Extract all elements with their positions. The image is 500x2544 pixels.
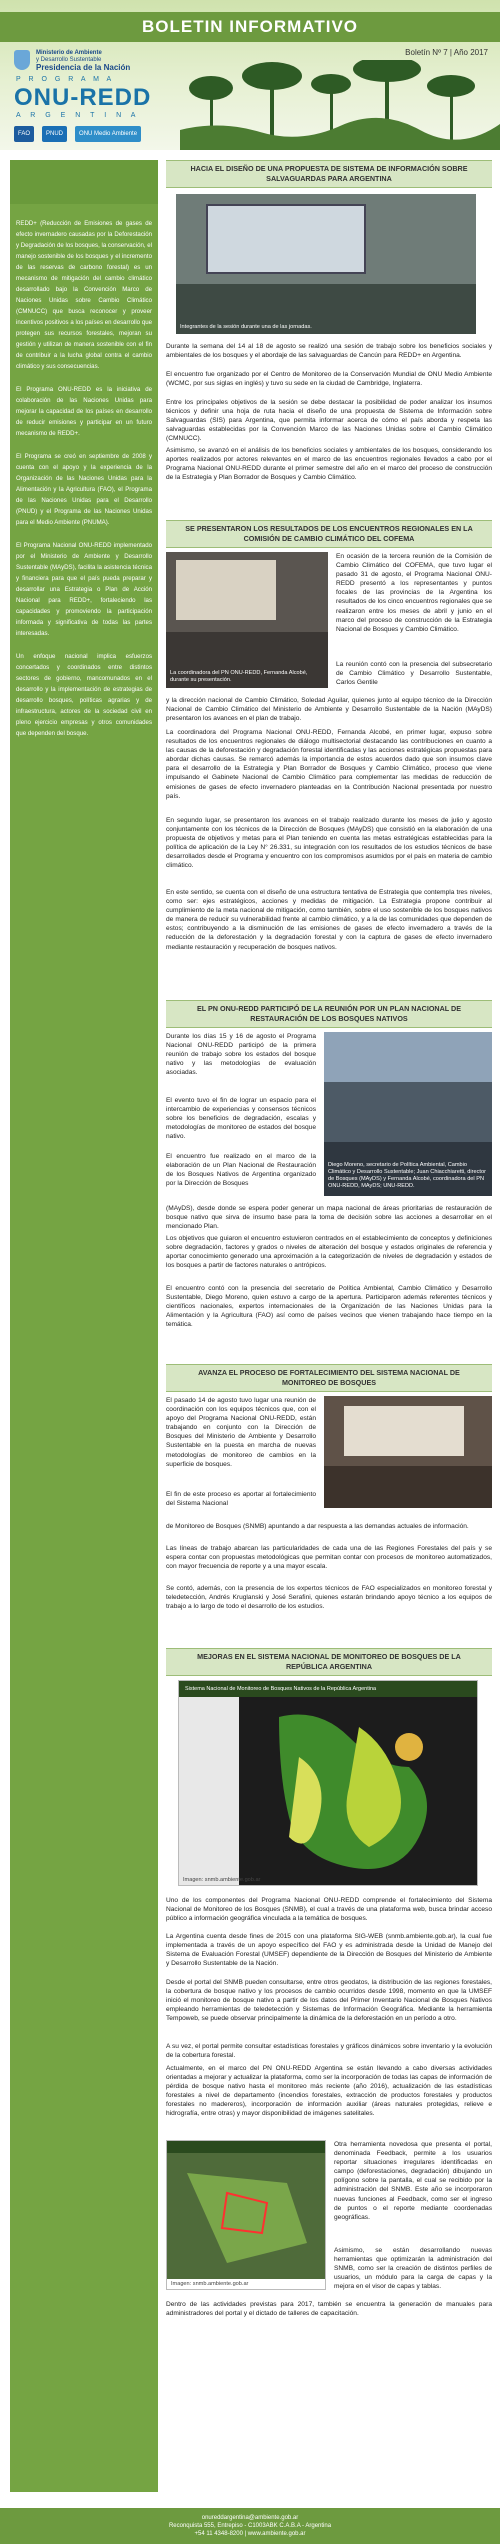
section-title: EL PN ONU-REDD PARTICIPÓ DE LA REUNIÓN POR UN PLAN NACIONAL DE RESTAURACIÓN DE LOS BOSQUES NATIVOS <box>166 1000 492 1028</box>
section-paragraph: La coordinadora del Programa Nacional ONU-REDD, Fernanda Alcobé, en primer lugar, expuso sobre resultados de los encuentros regionales de diálogo multisectorial destacando las contribuciones en cuanto a las causas de la deforestación y degradación forestal identificadas y las acciones estratégicas propuestas para abordar dichas causas. Se remarcó además la importancia de estos acuerdos dado que son insumos clave para el desarrollo de la Estrategia y Plan Borrador de Bosques y Cambio Climático, proceso que viene impulsando el Gabinete Nacional de Cambio Climático para complementar las medidas de reducción de emisiones de gases de efecto invernadero planteadas en la Contribución Nacional presentada por nuestro país. <box>166 729 492 800</box>
sidebar-paragraph: El Programa Nacional ONU-REDD implementado por el Ministerio de Ambiente y Desarrollo Sustentable (MAyDS), facilita la asistencia técnica y financiera para que el país pueda preparar y desarrollar una Estrategia o Plan de Acción Nacional para REDD+, fortaleciendo las capacidades y promoviendo la participación informada y significativa de todas las partes interesadas. <box>16 542 152 637</box>
projection-screen <box>344 1406 464 1456</box>
sidebar-paragraph: Un enfoque nacional implica esfuerzos concertados y coordinados entre distintos sectores de gobierno, mancomunados en el desarrollo y la implementación de estrategias de desarrollo bosques, políticas agrarias y de infraestructura, actores de la sociedad civil en pleno ejercicio empresas y otros comunidades que dependen del bosque. <box>16 653 152 737</box>
shield-icon <box>14 50 30 70</box>
section-paragraph: Actualmente, en el marco del PN ONU-REDD Argentina se están llevando a cabo diversas actividades orientadas a mejorar y actualizar la plataforma, como ser la incorporación de todas las capas de información de pérdida de bosque nativo hasta el monitoreo más reciente (año 2016), actualización de las estadísticas forestales a nivel de departamento (incendios forestales, extracción de productos forestales y productos forestales no madereros), incorporación de información auxiliar (áreas naturales protegidas, relieve e hidrografía, entre otras) y mayor disponibilidad de imágenes satelitales. <box>166 2065 492 2118</box>
section-paragraph: Las líneas de trabajo abarcan las particularidades de cada una de las Regiones Forestales del país y se espera contar con propuestas metodológicas que permitan contar con procesos de monitoreo automatizados, con mayor frecuencia de reporte y a una mayor escala. <box>166 1545 492 1571</box>
section-paragraph: Uno de los componentes del Programa Nacional ONU-REDD comprende el fortalecimiento del Sistema Nacional de Monitoreo de los Bosques (SNMB), el cual a través de una plataforma web, busca brindar acceso público a información geográfica vinculada a la temática de bosques. <box>166 1897 492 1923</box>
section-paragraph: Asimismo, se están desarrollando nuevas herramientas que optimizarán la administración del SNMB, como ser la creación de distintos perfiles de usuarios, un módulo para la carga de capas y la mejora en el visor de capas y tablas. <box>334 2247 492 2291</box>
photo-caption: Integrantes de la sesión durante una de las jornadas. <box>180 324 312 330</box>
feedback-caption: Imagen: snmb.ambiente.gob.ar <box>171 2281 249 2287</box>
feedback-screenshot <box>166 2140 326 2290</box>
brand-logo: ONU-REDD <box>14 84 152 111</box>
section-title: MEJORAS EN EL SISTEMA NACIONAL DE MONITOREO DE BOSQUES DE LA REPÚBLICA ARGENTINA <box>166 1648 492 1676</box>
forest-map <box>239 1697 478 1886</box>
photo-caption: Diego Moreno, secretario de Política Ambiental, Cambio Climático y Desarrollo Sustentable; Juan Chiacchiaretti, director de Bosques (MAyDS) y Fernanda Alcobé, coordinadora del PN ONU-REDD, MAyDS; UNU-REDD. <box>328 1162 486 1189</box>
gov-line-2: y Desarrollo Sustentable <box>36 57 102 63</box>
section-paragraph: (MAyDS), desde donde se espera poder generar un mapa nacional de áreas prioritarias de restauración de bosque nativo que sirva de insumo base para la toma de decisión sobre las acciones a desarrollar en el mencionado Plan. <box>166 1205 492 1231</box>
sidebar-paragraph: REDD+ (Reducción de Emisiones de gases de efecto invernadero causadas por la Deforestación y Degradación de los bosques, la conservación, el manejo sostenible de los bosques y el incremento de las reservas de carbono forestal) es un mecanismo de mitigación del cambio climático desarrollado bajo la Convención Marco de Naciones Unidas sobre Cambio Climático (CMNUCC) que busca reconocer y proveer incentivos positivos a los países en desarrollo que protegen sus recursos forestales, mejoran su gestión y utilizan de manera sostenible con el fin de contribuir a la lucha global contra el cambio climático y sus consecuencias. <box>16 220 152 370</box>
partner-logos <box>14 126 141 142</box>
section-paragraph: Desde el portal del SNMB pueden consultarse, entre otros geodatos, la distribución de las regiones forestales, la cobertura de bosque nativo y los procesos de cambio ocurridos desde 1998, momento en que la UMSEF inició el monitoreo de bosque nativo a partir de los datos del Primer Inventario Nacional de Bosques Nativos empleando herramientas de teledetección y Sistemas de Información Geográfica. Mediante la herramienta Tempoweb, se puede observar principalmente la dinámica de la deforestación en un período a otro. <box>166 1979 492 2023</box>
section-title: AVANZA EL PROCESO DE FORTALECIMIENTO DEL SISTEMA NACIONAL DE MONITOREO DE BOSQUES <box>166 1364 492 1392</box>
workshop-photo <box>324 1396 492 1508</box>
footer-address: Reconquista 555, Entrepiso - C1003ABK C.A.B.A - Argentina <box>168 2523 332 2529</box>
section-paragraph: Durante los días 15 y 16 de agosto el Programa Nacional ONU-REDD participó de la primera reunión de trabajo sobre los estados del bosque nativo y las metodologías de evaluación asociadas. <box>166 1033 316 1077</box>
fao-logo: FAO <box>14 126 34 142</box>
gov-line-1: Ministerio de Ambiente <box>36 50 102 56</box>
programa-label: P R O G R A M A <box>16 76 115 83</box>
section-paragraph: de Monitoreo de Bosques (SNMB) apuntando a dar respuesta a las demandas actuales de información. <box>166 1523 469 1530</box>
section-paragraph: En segundo lugar, se presentaron los avances en el trabajo realizado durante los meses de julio y agosto conjuntamente con los técnicos de la Dirección de Bosques (MAyDS) que consistió en la elaboración de una propuesta de objetivos y metas para el Plan teniendo en cuenta las metas estratégicas establecidas para la política de aplicación de la Ley N° 26.331, su integración con los resultados de los estudios técnicos de base desarrollados desde el Programa y encuentro con los compromisos asumidos por el país en materia de cambio climático. <box>166 817 492 870</box>
section-paragraph: La reunión contó con la presencia del subsecretario de Cambio Climático y Desarrollo Sustentable, Carlos Gentile <box>336 661 492 687</box>
section-paragraph: El encuentro contó con la presencia del secretario de Política Ambiental, Cambio Climático y Desarrollo Sustentable, Diego Moreno, quien estuvo a cargo de la apertura. Participaron además referentes técnicos y científicos nacionales, expertos internacionales de la Organización de las Naciones Unidas para la Alimentación y la Agricultura (FAO) así como de países vecinos que vienen trabajando hace tiempo en la temática. <box>166 1285 492 1329</box>
feedback-map <box>167 2153 326 2279</box>
section-paragraph: En ocasión de la tercera reunión de la Comisión de Cambio Climático del COFEMA, que tuvo lugar el pasado 31 de agosto, el Programa Nacional ONU-REDD presentó a los representantes y puntos focales de las provincias de la Argentina los resultados de los cinco encuentros regionales que se realizaron entre los meses de abril y junio en el marco del proceso de construcción de la Estrategia Nacional de Bosques y Cambio Climático. <box>336 553 492 633</box>
section-paragraph: Entre los principales objetivos de la sesión se debe destacar la posibilidad de poder analizar los insumos técnicos y definir una hoja de ruta hacia el diseño de una propuesta de Sistema de Información sobre Salvaguardas (SIS) para Argentina, que permita informar acerca de cómo el país aborda y respeta las salvaguardas establecidas por la Convención Marco de las Naciones Unidas sobre el Cambio Climático (CMNUCC). <box>166 399 492 443</box>
title-bar <box>0 12 500 42</box>
section-paragraph: y la dirección nacional de Cambio Climático, Soledad Aguilar, quienes junto al equipo técnico de la Dirección Nacional de Cambio Climático del Ministerio de Ambiente y Desarrollo Sustentable de la Nación (MAyDS) presentaron los avances en el plan de trabajo. <box>166 697 492 723</box>
sidebar-paragraph: El Programa ONU-REDD es la iniciativa de colaboración de las Naciones Unidas para mejorar la capacidad de los países en desarrollo de reducir emisiones y participar en un futuro mecanismo de REDD+. <box>16 386 152 437</box>
footer-contact[interactable]: +54 11 4348-8200 | www.ambiente.gob.ar <box>194 2531 306 2537</box>
projection-screen <box>206 204 366 274</box>
footer-email[interactable]: onureddargentina@ambiente.gob.ar <box>201 2515 299 2521</box>
section-paragraph: Asimismo, se avanzó en el análisis de los beneficios sociales y ambientales de los bosques, considerando los aportes realizados por actores relevantes en el marco de las encuentros regionales llevados a cabo por el Programa Nacional ONU-REDD durante el primer semestre del año en el marco del proceso de construcción de la Estrategia y Plan Borrador de Bosques y Cambio Climático. <box>166 447 492 482</box>
sidebar <box>10 160 158 2492</box>
section-paragraph: El pasado 14 de agosto tuvo lugar una reunión de coordinación con los equipos técnicos que, con el apoyo del Programa Nacional ONU-REDD, están trabajando en conjunto con la Dirección de Bosques del Ministerio de Ambiente y Desarrollo Sustentable en la puesta en marcha de nuevas metodologías de monitoreo de cambios en la superficie de bosques. <box>166 1397 316 1468</box>
country-label: A R G E N T I N A <box>16 112 140 119</box>
page-title: BOLETIN INFORMATIVO <box>141 17 359 36</box>
footer <box>0 2508 500 2544</box>
panel-photo <box>324 1032 492 1196</box>
photo-caption: La coordinadora del PN ONU-REDD, Fernanda Alcobé, durante su presentación. <box>170 670 308 683</box>
section-paragraph: Se contó, además, con la presencia de los expertos técnicos de FAO especializados en monitoreo forestal y teledetección, Andrés Kruglanski y José Serafini, quienes estarán brindando apoyo técnico a los equipos de trabajo a lo largo de todo el desarrollo de los estudios. <box>166 1585 492 1611</box>
section-paragraph: A su vez, el portal permite consultar estadísticas forestales y gráficos dinámicos sobre inventario y la evolución de la cobertura forestal. <box>166 2043 492 2060</box>
wall-banner <box>324 1032 492 1082</box>
section-paragraph: Los objetivos que guiaron el encuentro estuvieron centrados en el establecimiento de conceptos y definiciones sobre degradación, factores y grados o niveles de alteración del bosque y estados originales de referencia y aportar conocimiento generado una aproximación a la categorización de niveles de degradación y estados de los bosques a partir de factores naturales o antrópicos. <box>166 1235 492 1270</box>
section-paragraph: En este sentido, se cuenta con el diseño de una estructura tentativa de Estrategia que contempla tres niveles, como ser: ejes estratégicos, acciones y medidas de mitigación. La Estrategia propone contribuir al cumplimiento de la meta nacional de mitigación, como también, sobre el uso sostenible de los bosques nativos de manera de reducir su vulnerabilidad frente al cambio climático, y a la de las comunidades que dependen de estos; contribuyendo a la disminución de las emisiones de gases de efecto invernadero a través de la reducción de la deforestación y la degradación forestal y con la captura de gases de efecto invernadero mediante restauración y recuperación de bosques nativos. <box>166 889 492 951</box>
section-paragraph: El evento tuvo el fin de lograr un espacio para el intercambio de experiencias y consensos técnicos sobre los beneficios de degradación, escalas y metodologías de monitoreo de estados del bosque nativo. <box>166 1097 316 1141</box>
map-caption: Imagen: snmb.ambiente.gob.ar <box>183 1877 261 1883</box>
map-screenshot <box>178 1680 478 1886</box>
sidebar-paragraph: El Programa se creó en septiembre de 2008 y cuenta con el apoyo y la experiencia de la Organización de las Naciones Unidas para la Alimentación y la Agricultura (FAO), el Programa de las Naciones Unidas para el Desarrollo (PNUD) y el Programa de las Naciones Unidas para el Medio Ambiente (PNUMA). <box>16 453 152 526</box>
map-header: Sistema Nacional de Monitoreo de Bosques Nativos de la República Argentina <box>179 1681 478 1697</box>
section-paragraph: La Argentina cuenta desde fines de 2015 con una plataforma SIG-WEB (snmb.ambiente.gob.ar), la cual fue implementada a través de un apoyo específico del FAO y es administrada desde la Unidad de Manejo del Sistema de Evaluación Forestal (UMSEF) dependiente de la Dirección de Bosques del Ministerio de Ambiente y Desarrollo Sustentable de la Nación. <box>166 1933 492 1968</box>
section-paragraph: El encuentro fue organizado por el Centro de Monitoreo de la Conservación Mundial de ONU Medio Ambiente (WCMC, por sus siglas en inglés) y tuvo su sede en la ciudad de Cambridge, Inglaterra. <box>166 371 492 388</box>
forest-illustration <box>180 60 500 150</box>
pnud-logo: PNUD <box>42 126 67 142</box>
map-layer-panel <box>179 1697 239 1886</box>
section-paragraph: El fin de este proceso es aportar al fortalecimiento del Sistema Nacional <box>166 1491 316 1508</box>
projection-screen <box>176 560 276 620</box>
closing-paragraph: Dentro de las actividades previstas para 2017, también se encuentra la generación de manuales para administradores del portal y el dictado de talleres de capacitación. <box>166 2301 492 2318</box>
gov-line-3: Presidencia de la Nación <box>36 63 131 72</box>
map-header-bar <box>167 2141 326 2153</box>
section-paragraph: El encuentro fue realizado en el marco de la elaboración de un Plan Nacional de Restauración de los Bosques Nativos de Argentina organizado por la Dirección de Bosques <box>166 1153 316 1188</box>
section-title: HACIA EL DISEÑO DE UNA PROPUESTA DE SISTEMA DE INFORMACIÓN SOBRE SALVAGUARDAS PARA ARGENTINA <box>166 160 492 188</box>
section-title: SE PRESENTARON LOS RESULTADOS DE LOS ENCUENTROS REGIONALES EN LA COMISIÓN DE CAMBIO CLIMÁTICO DEL COFEMA <box>166 520 492 548</box>
presentation-photo <box>166 552 328 688</box>
sidebar-header-band <box>10 160 158 204</box>
header <box>0 0 500 150</box>
section-paragraph: Otra herramienta novedosa que presenta el portal, denominada Feedback, permite a los usuarios reportar situaciones irregulares identificadas en campo (deforestaciones, degradación) dibujando un polígono sobre la pantalla, el cual se recibido por la administración del SNMB. Este año se incorporaron nuevas funciones al Feedback, como ser el ingreso de puntos o el reporte mediante coordenadas geográficas. <box>334 2141 492 2221</box>
onu-ambiente-logo: ONU Medio Ambiente <box>75 126 141 142</box>
attendees <box>324 1466 492 1508</box>
issue-label: Boletín Nº 7 | Año 2017 <box>405 48 488 57</box>
section-paragraph: Durante la semana del 14 al 18 de agosto se realizó una sesión de trabajo sobre los beneficios sociales y ambientales de los bosques y el abordaje de las salvaguardas de Cancún para REDD+ en Argentina. <box>166 343 492 360</box>
meeting-photo <box>176 194 476 334</box>
